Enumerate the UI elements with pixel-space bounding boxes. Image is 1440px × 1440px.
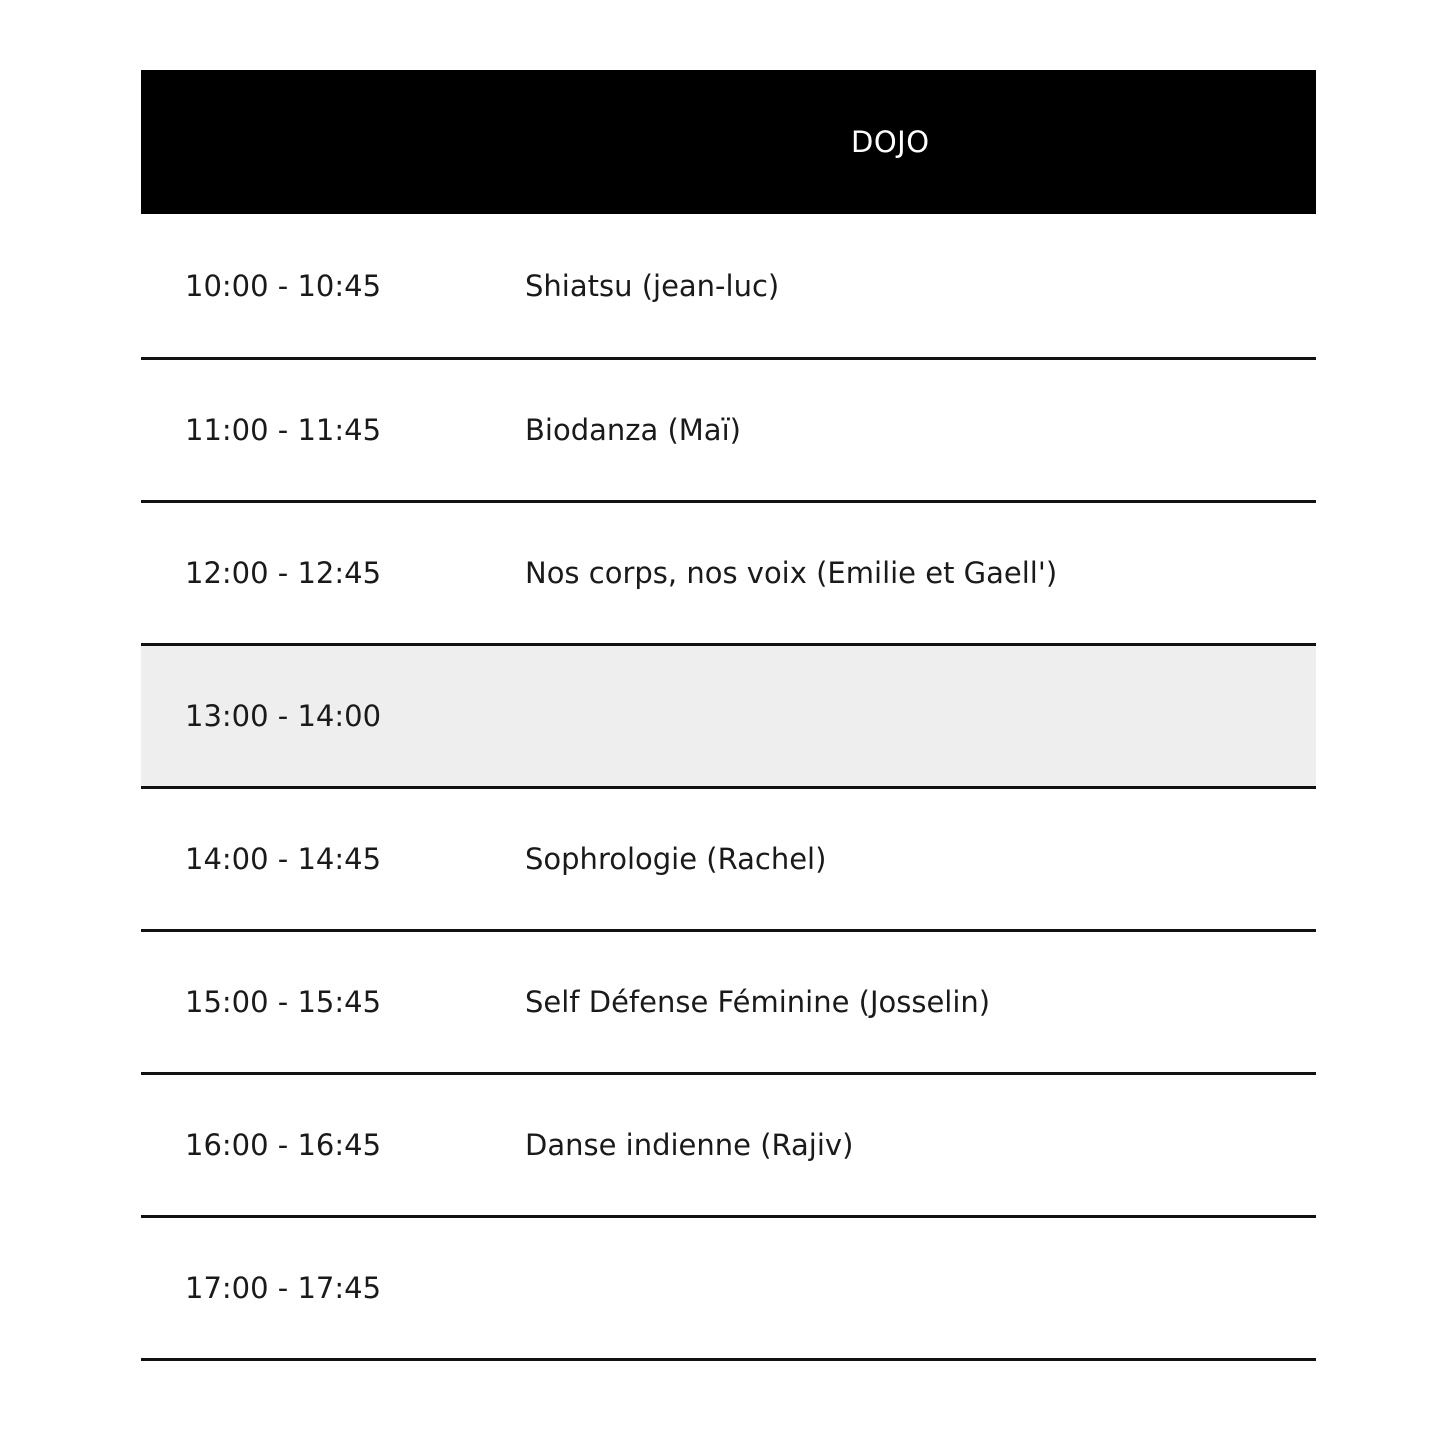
- table-row: [141, 1075, 1316, 1218]
- time-slot: 15:00 - 15:45: [185, 985, 382, 1019]
- table-row-break: [141, 646, 1316, 789]
- activity-name: Nos corps, nos voix (Emilie et Gaell'): [525, 556, 1058, 590]
- table-header: [141, 70, 1316, 214]
- table-row: [141, 214, 1316, 360]
- activity-name: Self Défense Féminine (Josselin): [525, 985, 991, 1019]
- activity-name: Danse indienne (Rajiv): [525, 1128, 854, 1162]
- table-row: [141, 503, 1316, 646]
- time-slot: 14:00 - 14:45: [185, 842, 382, 876]
- activity-name: Sophrologie (Rachel): [525, 842, 827, 876]
- time-slot: 17:00 - 17:45: [185, 1271, 382, 1305]
- header-title: DOJO: [851, 125, 930, 159]
- activity-name: Shiatsu (jean-luc): [525, 268, 780, 303]
- table-row: [141, 1218, 1316, 1361]
- table-row: [141, 932, 1316, 1075]
- time-slot: 16:00 - 16:45: [185, 1128, 382, 1162]
- table-row: [141, 789, 1316, 932]
- time-slot: 11:00 - 11:45: [185, 413, 382, 447]
- time-slot: 12:00 - 12:45: [185, 556, 382, 590]
- table-row: [141, 360, 1316, 503]
- schedule-table: [141, 70, 1316, 1361]
- time-slot: 13:00 - 14:00: [185, 699, 382, 733]
- time-slot: 10:00 - 10:45: [185, 268, 382, 303]
- activity-name: Biodanza (Maï): [525, 413, 741, 447]
